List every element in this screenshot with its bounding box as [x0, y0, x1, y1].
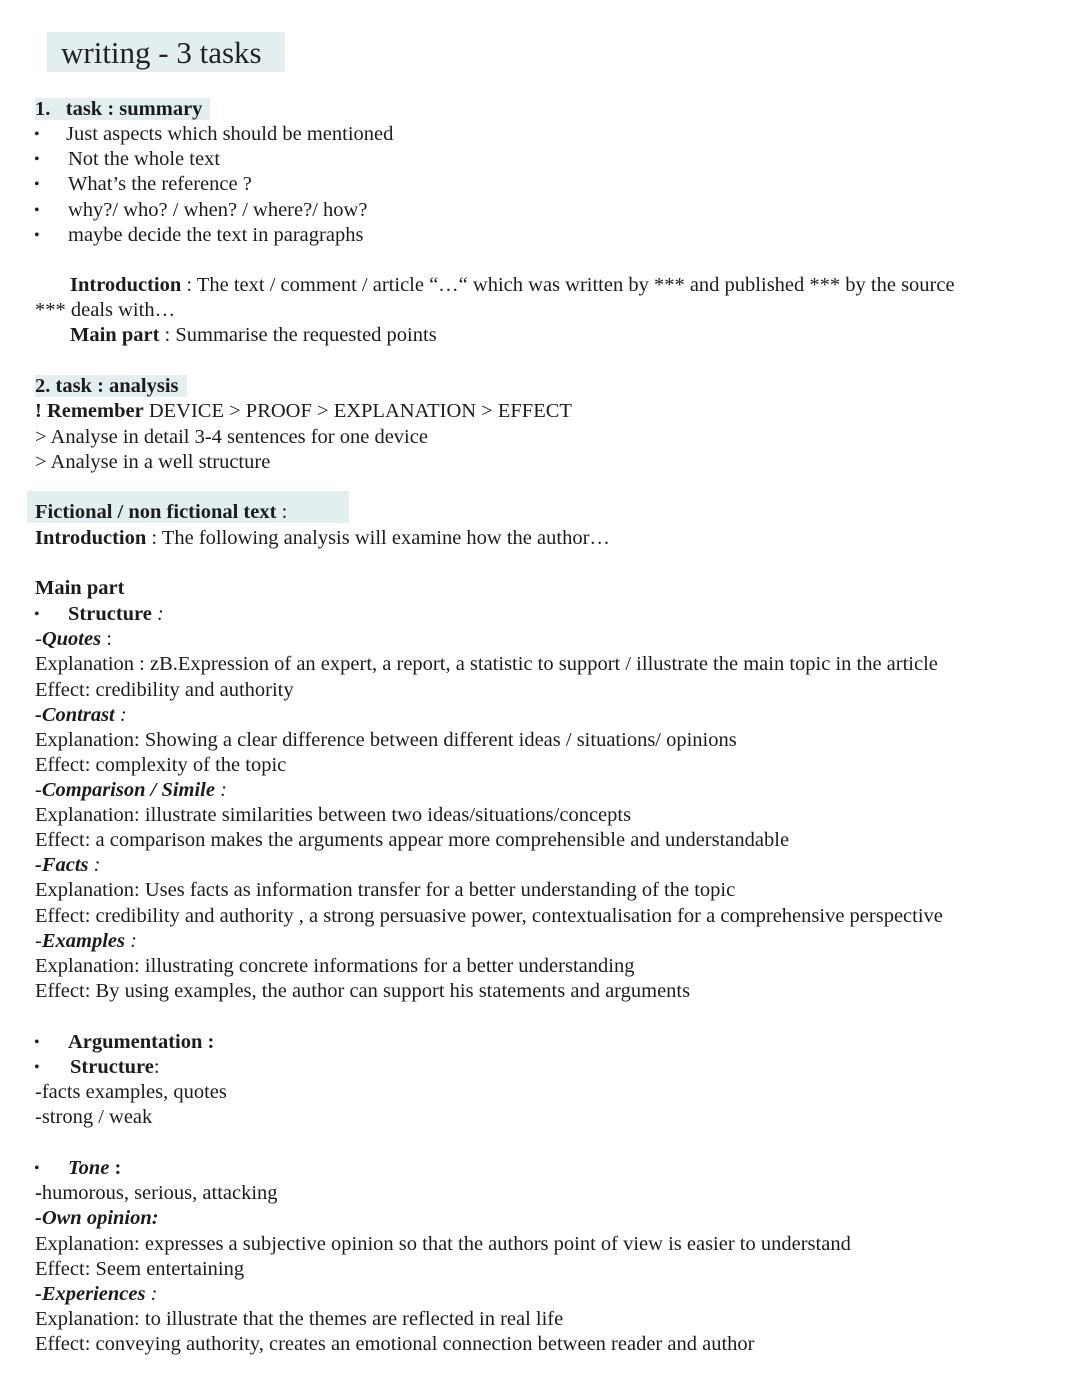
- quotes-effect: Effect: credibility and authority: [35, 679, 294, 701]
- task1-bullet-5: maybe decide the text in paragraphs: [68, 224, 364, 246]
- task1-heading-number: 1.: [35, 98, 51, 120]
- quotes-explanation: Explanation : zB.Expression of an expert, a report, a statistic to support / illustrate the main topic in the article: [35, 653, 938, 675]
- argumentation-line-2: -strong / weak: [35, 1106, 153, 1128]
- examples-colon: :: [124, 930, 137, 952]
- intro-text: : The text / comment / article “…“ which was written by *** and published *** by the source: [181, 274, 955, 296]
- contrast-colon: :: [114, 704, 127, 726]
- experiences-colon: :: [145, 1283, 158, 1305]
- task1-bullet-2: Not the whole text: [68, 148, 221, 170]
- fiction-heading-text: Fictional / non fictional text: [35, 501, 277, 523]
- contrast-explanation: Explanation: Showing a clear difference between different ideas / situations/ opinions: [35, 729, 737, 751]
- argumentation-line-1: -facts examples, quotes: [35, 1081, 227, 1103]
- comparison-heading: [35, 778, 227, 803]
- contrast-effect: Effect: complexity of the topic: [35, 754, 287, 776]
- bullet-icon: •: [34, 176, 40, 193]
- task1-introduction: [70, 273, 955, 298]
- task1-bullet-4: why?/ who? / when? / where?/ how?: [68, 199, 368, 221]
- structure-heading: [68, 602, 164, 627]
- contrast-label: -Contrast: [35, 704, 115, 726]
- quotes-colon: :: [101, 628, 112, 650]
- comparison-explanation: Explanation: illustrate similarities between two ideas/situations/concepts: [35, 804, 632, 826]
- bullet-icon: •: [34, 1160, 40, 1177]
- remember-text: DEVICE > PROOF > EXPLANATION > EFFECT: [143, 400, 572, 422]
- tone-dash: -: [35, 1182, 42, 1204]
- task1-main-part: [70, 323, 437, 348]
- task1-introduction-cont: *** deals with…: [35, 299, 176, 321]
- contrast-heading: [35, 703, 127, 728]
- task2-line-1: > Analyse in detail 3-4 sentences for one device: [35, 426, 428, 448]
- examples-effect: Effect: By using examples, the author can support his statements and arguments: [35, 980, 691, 1002]
- task1-bullet-3: What’s the reference ?: [68, 173, 252, 195]
- tone-text: humorous, serious, attacking: [41, 1182, 278, 1204]
- main-part-label: Main part: [70, 324, 160, 346]
- comparison-colon: :: [214, 779, 227, 801]
- bullet-icon: •: [34, 227, 40, 244]
- comparison-dash: -: [35, 779, 42, 801]
- task2-line-2: > Analyse in a well structure: [35, 451, 271, 473]
- remember-label: ! Remember: [35, 400, 144, 422]
- structure2-heading: [70, 1055, 160, 1080]
- task2-heading-text: 2. task : analysis: [35, 375, 187, 397]
- structure2-label: Structure: [70, 1056, 154, 1078]
- experiences-heading: [35, 1282, 157, 1307]
- bullet-icon: •: [34, 202, 40, 219]
- tone-heading: [68, 1156, 121, 1181]
- quotes-label: Quotes: [41, 628, 102, 650]
- fiction-introduction: [35, 526, 610, 551]
- structure2-colon: :: [153, 1056, 160, 1078]
- task1-heading: [35, 97, 210, 122]
- examples-explanation: Explanation: illustrating concrete informations for a better understanding: [35, 955, 635, 977]
- examples-label: Examples: [41, 930, 125, 952]
- task2-heading: [35, 374, 187, 399]
- bullet-icon: •: [34, 126, 40, 143]
- intro-label: Introduction: [70, 274, 182, 296]
- fiction-intro-text: : The following analysis will examine how the author…: [146, 527, 610, 549]
- experiences-explanation: Explanation: to illustrate that the themes are reflected in real life: [35, 1308, 564, 1330]
- bullet-icon: •: [34, 1034, 40, 1051]
- opinion-explanation: Explanation: expresses a subjective opinion so that the authors point of view is easier to understand: [35, 1233, 851, 1255]
- examples-heading: [35, 929, 137, 954]
- bullet-icon: •: [34, 1059, 40, 1076]
- structure-label: Structure: [68, 603, 152, 625]
- experiences-label: -Experiences: [35, 1283, 146, 1305]
- experiences-effect: Effect: conveying authority, creates an emotional connection between reader and author: [35, 1333, 755, 1355]
- task1-heading-highlight: [35, 98, 210, 120]
- main-part-heading: Main part: [35, 577, 125, 599]
- main-part-text: : Summarise the requested points: [159, 324, 437, 346]
- opinion-effect: Effect: Seem entertaining: [35, 1258, 245, 1280]
- quotes-dash: -: [35, 628, 42, 650]
- task1-bullet-1: Just aspects which should be mentioned: [66, 123, 394, 145]
- opinion-heading: -Own opinion:: [35, 1207, 159, 1229]
- task2-remember: [35, 399, 572, 424]
- argumentation-heading: Argumentation :: [68, 1031, 215, 1053]
- structure-colon: :: [151, 603, 164, 625]
- comparison-effect: Effect: a comparison makes the arguments appear more comprehensible and understandable: [35, 829, 790, 851]
- facts-explanation: Explanation: Uses facts as information transfer for a better understanding of the topic: [35, 879, 736, 901]
- facts-colon: :: [88, 854, 101, 876]
- tone-line: [35, 1181, 278, 1206]
- examples-dash: -: [35, 930, 42, 952]
- fiction-intro-label: Introduction: [35, 527, 147, 549]
- task1-heading-text: task : summary: [65, 98, 203, 120]
- comparison-label: Comparison / Simile: [41, 779, 215, 801]
- facts-heading: [35, 853, 100, 878]
- page-title: writing - 3 tasks: [47, 32, 285, 72]
- facts-label: -Facts: [35, 854, 89, 876]
- tone-label: Tone: [68, 1157, 110, 1179]
- tone-colon: :: [109, 1157, 122, 1179]
- fiction-heading-colon: :: [276, 501, 288, 523]
- facts-effect: Effect: credibility and authority , a strong persuasive power, contextualisation for a comprehensive perspective: [35, 905, 943, 927]
- quotes-heading: [35, 627, 112, 652]
- fiction-heading: [35, 500, 287, 525]
- bullet-icon: •: [34, 606, 40, 623]
- bullet-icon: •: [34, 151, 40, 168]
